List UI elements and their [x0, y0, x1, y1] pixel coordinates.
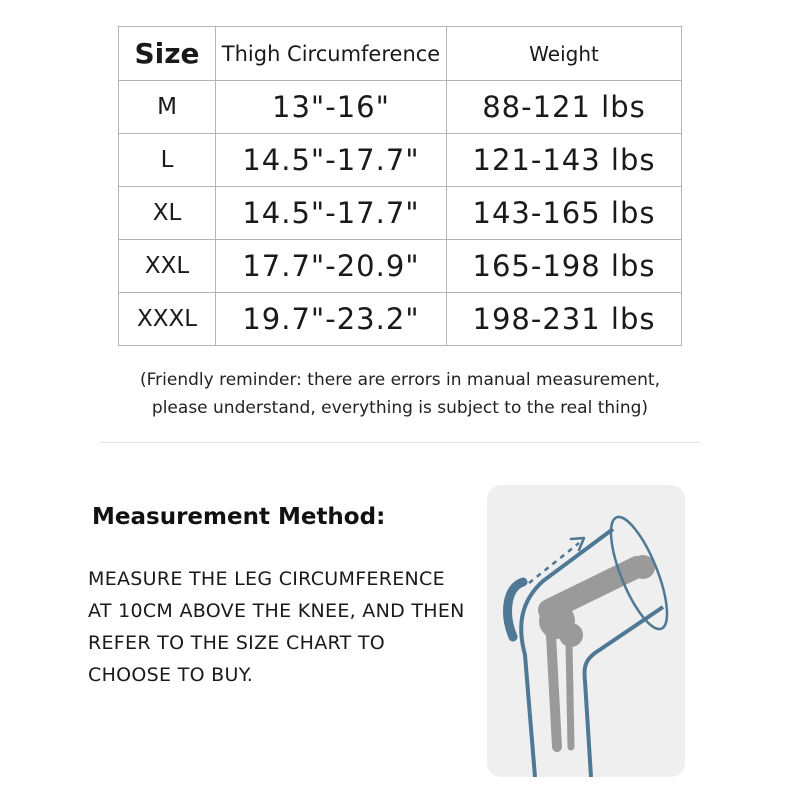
thigh-cell: 13"-16"	[216, 81, 447, 134]
size-cell: M	[119, 81, 216, 134]
fibula-shape	[569, 643, 571, 747]
femur-shape	[549, 567, 637, 610]
measurement-method-title: Measurement Method:	[92, 504, 386, 530]
size-chart-table	[118, 26, 682, 346]
thigh-cell: 14.5"-17.7"	[216, 187, 447, 240]
weight-cell: 143-165 lbs	[447, 187, 682, 240]
header-thigh-circumference: Thigh Circumference	[216, 27, 447, 81]
table-row	[119, 293, 682, 346]
table-header-row	[119, 27, 682, 81]
thigh-cell: 17.7"-20.9"	[216, 240, 447, 293]
method-text-line-4: CHOOSE TO BUY.	[88, 664, 254, 686]
tibia-shape	[551, 635, 557, 747]
reminder-line-1: (Friendly reminder: there are errors in manual measurement,	[140, 370, 660, 390]
knee-measurement-illustration	[487, 485, 685, 777]
weight-cell: 121-143 lbs	[447, 134, 682, 187]
table-row	[119, 81, 682, 134]
size-cell: XXL	[119, 240, 216, 293]
size-cell: L	[119, 134, 216, 187]
reminder-line-2: please understand, everything is subject to the real thing)	[151, 398, 649, 418]
header-weight: Weight	[447, 27, 682, 81]
weight-cell: 88-121 lbs	[447, 81, 682, 134]
weight-cell: 198-231 lbs	[447, 293, 682, 346]
table-row	[119, 134, 682, 187]
thigh-cell: 19.7"-23.2"	[216, 293, 447, 346]
knee-diagram-icon	[487, 485, 685, 777]
size-cell: XXXL	[119, 293, 216, 346]
dashed-arrow-line	[529, 543, 579, 583]
leg-outline-front	[584, 607, 663, 777]
table-row	[119, 187, 682, 240]
weight-cell: 165-198 lbs	[447, 240, 682, 293]
method-text-line-2: AT 10CM ABOVE THE KNEE, AND THEN	[88, 600, 465, 622]
thigh-cell: 14.5"-17.7"	[216, 134, 447, 187]
table-row	[119, 240, 682, 293]
section-divider	[100, 442, 700, 443]
size-cell: XL	[119, 187, 216, 240]
method-text-line-1: MEASURE THE LEG CIRCUMFERENCE	[88, 568, 445, 590]
header-size: Size	[119, 27, 216, 81]
method-text-line-3: REFER TO THE SIZE CHART TO	[88, 632, 386, 654]
